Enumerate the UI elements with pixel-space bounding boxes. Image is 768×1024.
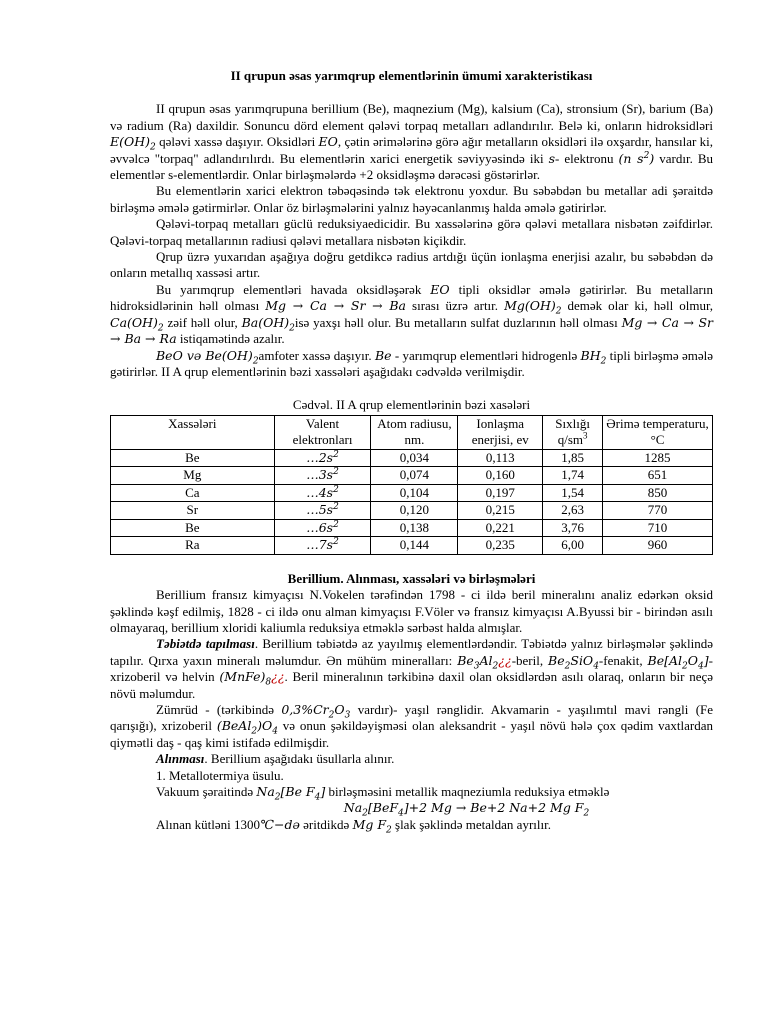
valence-cell: $\dots 2s^2$	[274, 449, 371, 467]
table-row	[111, 449, 713, 467]
paragraph-production: Alınması. Berillium aşağıdakı üsullarla alınır.	[156, 751, 395, 767]
valence-cell: $\dots 4s^2$	[274, 484, 371, 502]
text: vardır. Bu elementlər s-elementlərdir. Onlar birləşmələrdə +2 oksidləşmə dərəcəsi göstərirlər.	[110, 150, 714, 183]
formula-series-2: Mg → Ca → Sr → Ba → Ra	[110, 314, 714, 347]
paragraph-4: Qrup üzrə yuxarıdan aşağıya doğru getdikcə radius artdığı üçün ionlaşma enerjisi azalır, bu səbəbdən də onların metallıq xassəsi artır.	[110, 249, 713, 281]
melting-cell: 960	[603, 537, 713, 555]
density-cell: 6,00	[543, 537, 603, 555]
section-title: Berillium. Alınması, xassələri və birləşmələri	[287, 570, 536, 586]
ionization-cell: 0,215	[458, 502, 543, 520]
formula-chrysoberyl: $Be[Al_2O_4]$	[647, 652, 709, 672]
page-title: II qrupun əsas yarımqrup elementlərinin ümumi xarakteristikası	[230, 68, 593, 83]
radius-cell: 0,138	[371, 519, 458, 537]
paragraph-slag: Alınan kütləni 1300℃−də əritdikdə Mg $F_2$ şlak şəklində metaldan ayrılır.	[156, 816, 551, 836]
radius-cell: 0,074	[371, 467, 458, 485]
element-cell: Ca	[111, 484, 275, 502]
table-row	[111, 467, 713, 485]
table-row	[111, 519, 713, 537]
table-row	[111, 502, 713, 520]
col-header: Ərimə temperaturu, °C	[603, 415, 713, 449]
valence-cell: $\dots 6s^2$	[274, 519, 371, 537]
formula-ns2: (n $s^2$)	[618, 150, 655, 166]
ionization-cell: 0,113	[458, 449, 543, 467]
paragraph-intro	[110, 101, 713, 183]
ionization-cell: 0,197	[458, 484, 543, 502]
reaction-formula: $Na_2[BeF_4]+2$ Mg → Be+2 Na+2 Mg $F_2$	[343, 800, 590, 819]
element-cell: Mg	[111, 467, 275, 485]
ionization-cell: 0,160	[458, 467, 543, 485]
radius-cell: 0,034	[371, 449, 458, 467]
formula-hydroxide: $E(OH)_2$	[110, 134, 156, 153]
element-cell: Sr	[111, 502, 275, 520]
formula-mgf2: Mg $F_2$	[352, 816, 392, 836]
formula-ba-oh: $Ba(OH)_2$	[241, 314, 295, 334]
valence-cell: $\dots 5s^2$	[274, 502, 371, 520]
text: , çətin ərimələrinə görə ağır metalların oksidləri ilə oxşardır, hansılar ki, əvvəlcə "torpaq" adlandırılırdı. Bu elementlərin xarici energetik səviyyəsində iki	[110, 134, 714, 166]
paragraph-method: 1. Metallotermiya üsulu.	[156, 767, 284, 783]
density-cell: 1,74	[543, 467, 603, 485]
formula-beryl: $Be_3Al_2¿¿$	[457, 652, 512, 672]
col-header: Xassələri	[111, 415, 275, 449]
ionization-cell: 0,221	[458, 519, 543, 537]
density-cell: 3,76	[543, 519, 603, 537]
text: II qrupun əsas yarımqrupuna berillium (Be), maqnezium (Mg), kalsium (Ca), stronsium (Sr), barium (Ba) və radium (Ra) daxildir. Sonuncu dörd element qələvi torpaq metalları adlandırılır. Belə ki, onların hidroksidləri	[110, 101, 713, 133]
melting-cell: 770	[603, 502, 713, 520]
melting-cell: 710	[603, 519, 713, 537]
paragraph-emerald: Zümrüd - (tərkibində $0,3\%Cr_2O_3$ vardır)- yaşıl rənglidir. Akvamarin - yaşılımtıl mavi rəngli (Fe qarışığı), xrizoberil $(BeAl_2)O_4$ və onun şəkildəyişməsi olan aleksandrit - yaşıl növü hələ çox qədim vaxtlardan qiymətli daş - qaş kimi istifadə edilmişdir.	[110, 701, 714, 750]
formula-series: Mg → Ca → Sr → Ba	[265, 298, 407, 314]
formula-cr2o3: $0,3\%Cr_2O_3$	[281, 701, 351, 721]
formula-s: s	[548, 150, 556, 166]
col-header: Valent elektronları	[274, 415, 371, 449]
formula-helvine: $(MnFe)_8¿¿$	[219, 669, 285, 688]
paragraph-vacuum: Vakuum şəraitində $Na_2[Be$ $F_4$] birləşməsini metallik maqneziumla reduksiya etməklə	[156, 784, 610, 803]
table-row	[111, 484, 713, 502]
col-header: Atom radiusu, nm.	[371, 415, 458, 449]
col-header: Sıxlığı $q/sm^3$	[543, 415, 603, 449]
melting-cell: 1285	[603, 449, 713, 467]
table-header-row	[111, 415, 713, 449]
radius-cell: 0,104	[371, 484, 458, 502]
formula-degree: ℃−də	[260, 816, 300, 832]
element-cell: Be	[111, 449, 275, 467]
text: - elektronu	[555, 150, 614, 166]
formula-oxide: EO	[318, 134, 338, 150]
formula-phenakite: $Be_2SiO_4$	[548, 652, 599, 672]
col-header: Ionlaşma enerjisi, ev	[458, 415, 543, 449]
element-cell: Be	[111, 519, 275, 537]
density-cell: 1,85	[543, 449, 603, 467]
paragraph-6: BeO və $Be(OH)_2amfoter$ xassə daşıyır. Be - yarımqrup elementləri hidrogenlə $BH_2$ tipli birləşmə əmələ gətirirlər. II A qrup elementlərinin bəzi xassələri aşağıdakı cədvəldə verilmişdir.	[110, 347, 714, 379]
formula-na2bef4: $Na_2[Be$ $F_4$]	[256, 784, 326, 803]
radius-cell: 0,120	[371, 502, 458, 520]
text: qələvi xassə daşıyır. Oksidləri	[159, 134, 316, 150]
element-cell: Ra	[111, 537, 275, 555]
valence-cell: $\dots 7s^2$	[274, 537, 371, 555]
formula-ca-oh: $Ca(OH)_2$	[110, 314, 164, 334]
paragraph-5: Bu yarımqrup elementləri havada oksidləşərək EO tipli oksidlər əmələ gətirirlər. Bu metalların hidroksidlərinin həll olması Mg → Ca → Sr → Ba sırası üzrə artır. $Mg(OH)_2$ demək olar ki, həll olmur, $Ca(OH)_2$ zəif həll olur, $Ba(OH)_2isə$ yaxşı həll olur. Bu metalların sulfat duzlarının həll olması Mg → Ca → Sr → Ba → Ra istiqamətində azalır.	[110, 281, 714, 347]
paragraph-occurrence: Təbiətdə tapılması. Berillium təbiətdə az yayılmış elementlərdəndir. Təbiətdə yalnız birləşmələr şəklində tapılır. Qırxa yaxın mineralı məlumdur. Ən mühüm mineralları: $Be_3Al_2¿¿$-beril, $Be_2SiO_4$-fenakit, $Be[Al_2O_4]$-xrizoberil və helvin $(MnFe)_8¿¿$. Beril mineralının tərkibinə daxil olan oksidlərdən asılı olaraq, onların bir neçə növü məlumdur.	[110, 636, 714, 701]
paragraph-2: Bu elementlərin xarici elektron təbəqəsində tək elektronu yoxdur. Bu səbəbdən bu metallar adi şəraitdə birləşmə əmələ gətirmirlər. Onlar öz birləşmələrini yalnız həyəcanlanmış halda əmələ gətirirlər.	[110, 183, 713, 215]
formula-beo: BeO və $Be(OH)_2$	[156, 347, 259, 366]
formula-beal2o4: $(BeAl_2)O_4$	[216, 718, 278, 737]
properties-table	[110, 415, 713, 555]
formula-be: Be	[374, 347, 392, 363]
formula-eo: EO	[430, 281, 450, 297]
ionization-cell: 0,235	[458, 537, 543, 555]
table-caption: Cədvəl. II A qrup elementlərinin bəzi xasələri	[292, 397, 531, 413]
radius-cell: 0,144	[371, 537, 458, 555]
paragraph-3: Qələvi-torpaq metalları güclü reduksiyaedicidir. Bu xassələrinə görə qələvi metallara nisbətən zəifdirlər. Qələvi-torpaq metallarının radiusi qələvi metallara nisbətən kiçikdir.	[110, 216, 713, 248]
density-cell: 2,63	[543, 502, 603, 520]
formula-mg-oh: $Mg(OH)_2$	[504, 298, 562, 317]
melting-cell: 850	[603, 484, 713, 502]
equation	[110, 800, 713, 819]
formula-bh2: $BH_2$	[580, 347, 607, 366]
paragraph-history: Berillium fransız kimyaçısı N.Vokelen tərəfindən 1798 - ci ildə beril mineralını analiz edərkən oksid şəklində kəşf edilmiş, 1828 - ci ildə onu alman kimyaçısı F.Völer və fransız kimyaçısı A.Byussi bir - birindən asılı olmayaraq, berillium xloridi kaliumla reduksiya etməklə sərbəst halda almışlar.	[110, 587, 713, 635]
document-content	[110, 68, 714, 836]
density-cell: 1,54	[543, 484, 603, 502]
valence-cell: $\dots 3s^2$	[274, 467, 371, 485]
melting-cell: 651	[603, 467, 713, 485]
table-row	[111, 537, 713, 555]
